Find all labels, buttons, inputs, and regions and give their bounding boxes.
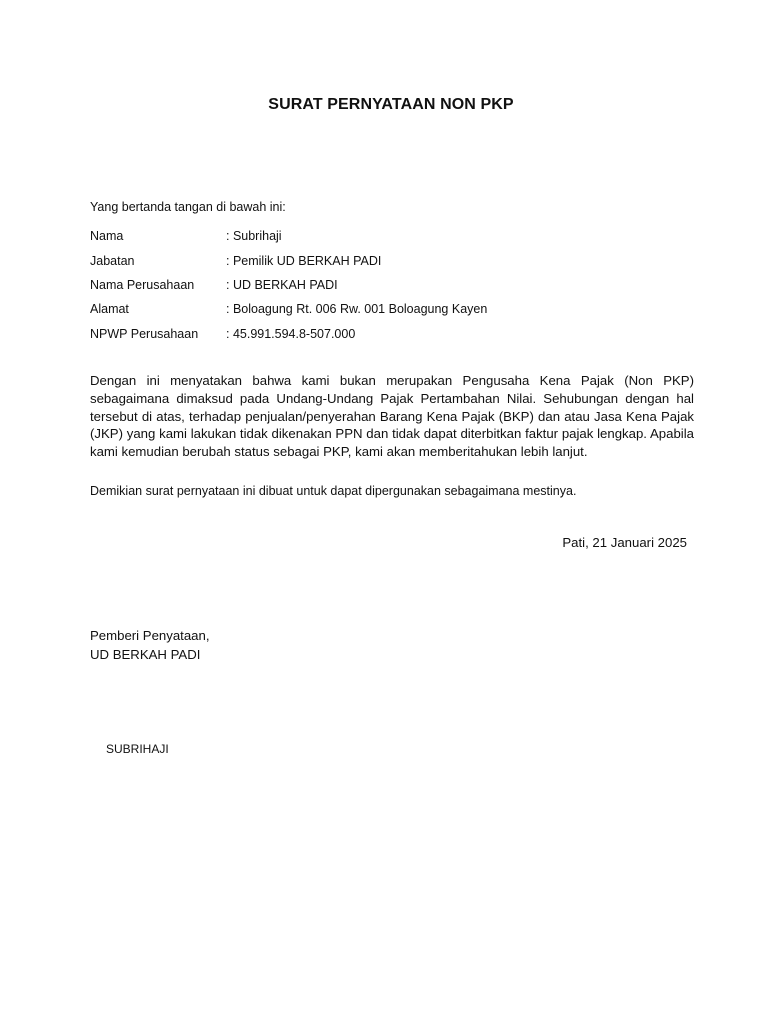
field-value: : Pemilik UD BERKAH PADI [226,253,382,268]
document-title: SURAT PERNYATAAN NON PKP [268,96,514,113]
giver-label: Pemberi Penyataan, [90,628,210,643]
field-value: : Boloagung Rt. 006 Rw. 001 Boloagung Kayen [226,302,488,317]
field-label: NPWP Perusahaan [90,326,199,341]
field-row-jabatan [90,248,710,272]
closing-sentence: Demikian surat pernyataan ini dibuat untuk dapat dipergunakan sebagaimana mestinya. [90,484,577,498]
statement-paragraph: Dengan ini menyatakan bahwa kami bukan merupakan Pengusaha Kena Pajak (Non PKP) sebagaimana dimaksud pada Undang-Undang Pajak Pertambahan Nilai. Sehubungan dengan hal tersebut di atas, terhadap penjualan/penyerahan Barang Kena Pajak (BKP) dan atau Jasa Kena Pajak (JKP) yang kami lakukan tidak dikenakan PPN dan tidak dapat diterbitkan faktur pajak lengkap. Apabila kami kemudian berubah status sebagai PKP, kami akan memberitahukan lebih lanjut. [90,373,694,460]
field-label: Jabatan [90,253,135,268]
field-label: Alamat [90,302,129,317]
field-row-nama-perusahaan [90,273,710,297]
giver-company: UD BERKAH PADI [90,647,201,662]
field-label: Nama Perusahaan [90,277,195,292]
field-row-npwp [90,322,710,346]
place-date: Pati, 21 Januari 2025 [562,535,687,550]
field-value: : UD BERKAH PADI [226,277,338,292]
intro-text: Yang bertanda tangan di bawah ini: [90,200,286,214]
field-label: Nama [90,229,124,244]
field-row-alamat [90,297,710,321]
field-row-nama [90,224,710,248]
field-value: : Subrihaji [226,229,282,244]
signer-name: SUBRIHAJI [106,742,169,756]
identity-fields [90,224,710,346]
field-value: : 45.991.594.8-507.000 [226,326,356,341]
